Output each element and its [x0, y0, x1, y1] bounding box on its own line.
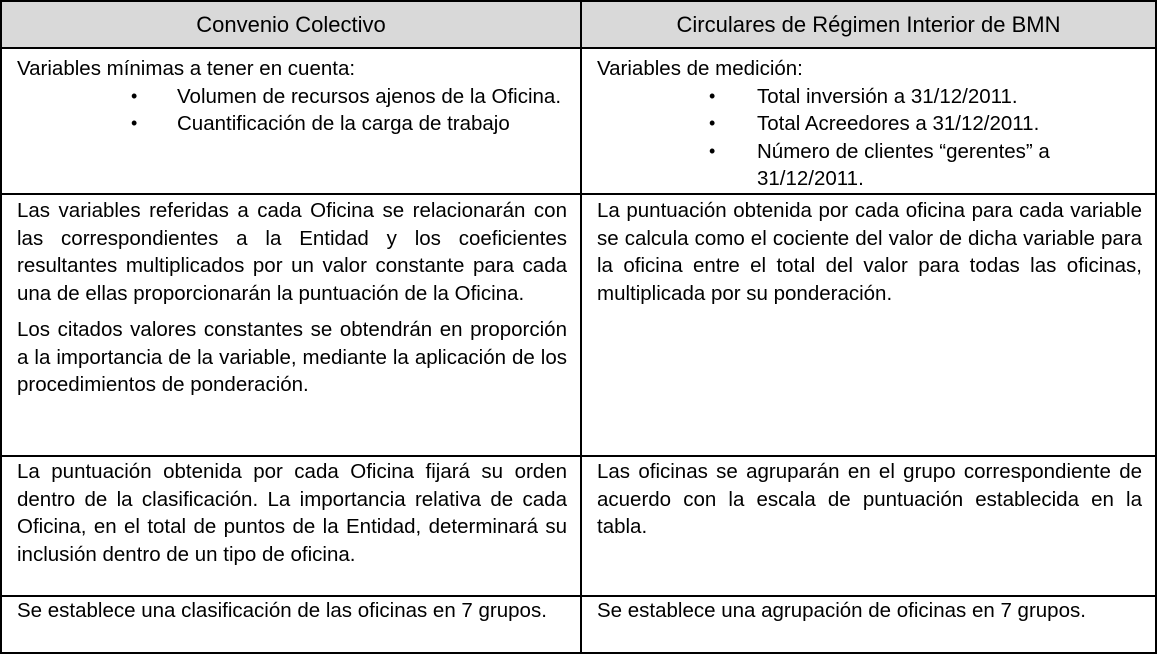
bullet-icon: • — [131, 85, 138, 106]
bullet-icon: • — [709, 140, 716, 161]
bullet-icon: • — [709, 113, 716, 133]
list-item — [597, 83, 1142, 111]
cell-clasificacion-convenio: La puntuación obtenida por cada Oficina fijará su orden dentro de la clasificación. La importancia relativa de cada Oficina, en el total de puntos de la Entidad, determinará su inclusión dentro de un tipo de oficina. — [1, 456, 581, 596]
paragraph-valores-constantes: Los citados valores constantes se obtendrán en proporción a la importancia de la variable, mediante la aplicación de los procedimientos de ponderación. — [17, 318, 567, 396]
cell-grupos-convenio: Se establece una clasificación de las oficinas en 7 grupos. — [1, 596, 581, 653]
bullet-icon: • — [131, 113, 138, 133]
table-row-grupos — [1, 596, 1156, 653]
cell-puntuacion-bmn — [581, 194, 1156, 456]
list-item-text: Volumen de recursos ajenos de la Oficina. — [177, 84, 562, 108]
cell-puntuacion-convenio — [1, 194, 581, 456]
list-item-text: Cuantificación de la carga de trabajo — [177, 112, 510, 135]
list-item — [597, 110, 1142, 138]
bullet-icon: • — [709, 85, 716, 106]
list-item — [17, 110, 567, 138]
variables-lead-bmn: Variables de medición: — [597, 57, 803, 80]
paragraph-variables-relacion: Las variables referidas a cada Oficina se relacionarán con las correspondientes a la Entidad y los coeficientes resultantes multiplicados por un valor constante para cada una de ellas proporcionarán la puntuación de la Oficina. — [17, 199, 567, 305]
paragraph-cociente: La puntuación obtenida por cada oficina para cada variable se calcula como el cociente del valor de dicha variable para la oficina entre el total del valor para todas las oficinas, multiplicada por su ponderación. — [597, 199, 1142, 305]
list-item — [597, 138, 1142, 193]
header-convenio-colectivo: Convenio Colectivo — [1, 1, 581, 48]
list-item-text: Número de clientes “gerentes” a 31/12/2011. — [757, 139, 1050, 190]
variables-list-bmn — [597, 83, 1142, 193]
header-circulares-bmn: Circulares de Régimen Interior de BMN — [581, 1, 1156, 48]
table-row-variables — [1, 48, 1156, 194]
table-row-clasificacion — [1, 456, 1156, 596]
list-item-text: Total Acreedores a 31/12/2011. — [757, 112, 1040, 135]
cell-variables-convenio — [1, 48, 581, 194]
table-row-puntuacion — [1, 194, 1156, 456]
cell-variables-bmn — [581, 48, 1156, 194]
variables-lead-convenio: Variables mínimas a tener en cuenta: — [17, 57, 356, 80]
cell-grupos-bmn: Se establece una agrupación de oficinas en 7 grupos. — [581, 596, 1156, 653]
list-item — [17, 83, 567, 111]
list-item-text: Total inversión a 31/12/2011. — [757, 84, 1018, 108]
cell-clasificacion-bmn: Las oficinas se agruparán en el grupo correspondiente de acuerdo con la escala de puntuación establecida en la tabla. — [581, 456, 1156, 596]
variables-list-convenio — [17, 83, 567, 138]
header-row — [1, 1, 1156, 48]
